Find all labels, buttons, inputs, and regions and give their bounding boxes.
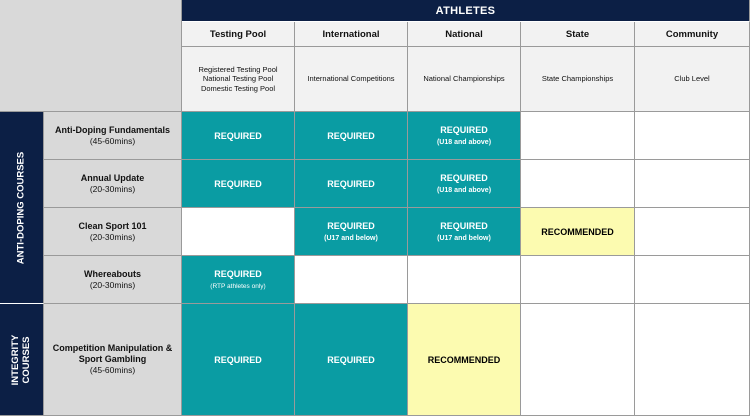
level-line: Club Level [674,74,710,84]
cell-required [182,112,295,160]
level-national [408,47,521,112]
cell-recommended [408,304,521,416]
col-header-national [408,22,521,47]
row-title: Clean Sport 101 [78,220,147,231]
cell-empty [635,304,750,416]
row-duration: (45-60mins) [89,135,136,146]
cell-empty [521,160,635,208]
col-header-testing-pool [182,22,295,47]
row-label-clean-sport-101 [44,208,182,256]
status-label: REQUIRED [440,221,488,231]
col-title: International [322,28,380,40]
row-duration: (20-30mins) [89,279,136,290]
level-international [295,47,408,112]
row-label-whereabouts [44,256,182,304]
row-title: Anti-Doping Fundamentals [55,124,170,135]
cell-required [182,256,295,304]
level-state [521,47,635,112]
row-label-annual-update [44,160,182,208]
cell-required [182,160,295,208]
status-label: REQUIRED [327,354,375,365]
cell-required [295,160,408,208]
level-line: State Championships [541,74,614,84]
cell-empty [182,208,295,256]
group-integrity-label: INTEGRITY COURSES [9,334,32,385]
cell-empty [408,256,521,304]
level-testing-pool [182,47,295,112]
group-anti-doping-label: ANTI-DOPING COURSES [15,151,27,264]
athletes-title: ATHLETES [435,4,496,17]
cell-empty [521,256,635,304]
level-line: International Competitions [307,74,395,84]
col-header-community [635,22,750,47]
status-note: (U18 and above) [436,187,492,194]
cell-recommended [521,208,635,256]
status-label: REQUIRED [214,354,262,365]
col-header-state [521,22,635,47]
cell-required [182,304,295,416]
row-title: Competition Manipulation & [52,343,173,354]
corner-cell [0,0,182,112]
group-integrity [0,304,44,416]
status-note: (U18 and above) [436,139,492,146]
cell-required [295,208,408,256]
cell-empty [521,112,635,160]
status-label: RECOMMENDED [427,354,501,365]
row-duration: (20-30mins) [89,231,136,242]
status-label: REQUIRED [214,130,262,141]
cell-required [295,304,408,416]
cell-empty [635,256,750,304]
status-label: REQUIRED [327,221,375,231]
col-title: Testing Pool [209,28,267,40]
col-title: National [445,28,483,40]
row-label-competition-manipulation [44,304,182,416]
level-line: Registered Testing Pool [198,64,278,74]
row-duration: (20-30mins) [89,183,136,194]
cell-empty [295,256,408,304]
cell-required [295,112,408,160]
status-label: REQUIRED [327,178,375,189]
status-label: RECOMMENDED [541,226,614,237]
cell-empty [635,208,750,256]
status-note: (RTP athletes only) [210,283,266,290]
status-note: (U17 and below) [324,235,378,242]
status-note: (U17 and below) [437,235,491,242]
status-label: REQUIRED [440,125,488,135]
status-label: REQUIRED [214,269,262,279]
level-line: National Championships [423,74,505,84]
row-title: Sport Gambling [78,354,147,365]
col-title: State [565,28,590,40]
row-title: Annual Update [80,172,145,183]
row-title: Whereabouts [83,268,141,279]
col-header-international [295,22,408,47]
cell-empty [635,112,750,160]
cell-empty [635,160,750,208]
col-title: Community [665,28,719,40]
cell-required [408,208,521,256]
cell-empty [521,304,635,416]
status-label: REQUIRED [327,130,375,141]
status-label: REQUIRED [214,178,262,189]
cell-required [408,112,521,160]
cell-required [408,160,521,208]
level-line: Domestic Testing Pool [200,83,276,93]
athletes-header [182,0,750,22]
row-label-anti-doping-fundamentals [44,112,182,160]
level-community [635,47,750,112]
level-line: National Testing Pool [202,74,274,84]
row-duration: (45-60mins) [89,364,136,375]
status-label: REQUIRED [440,173,488,183]
group-anti-doping [0,112,44,304]
